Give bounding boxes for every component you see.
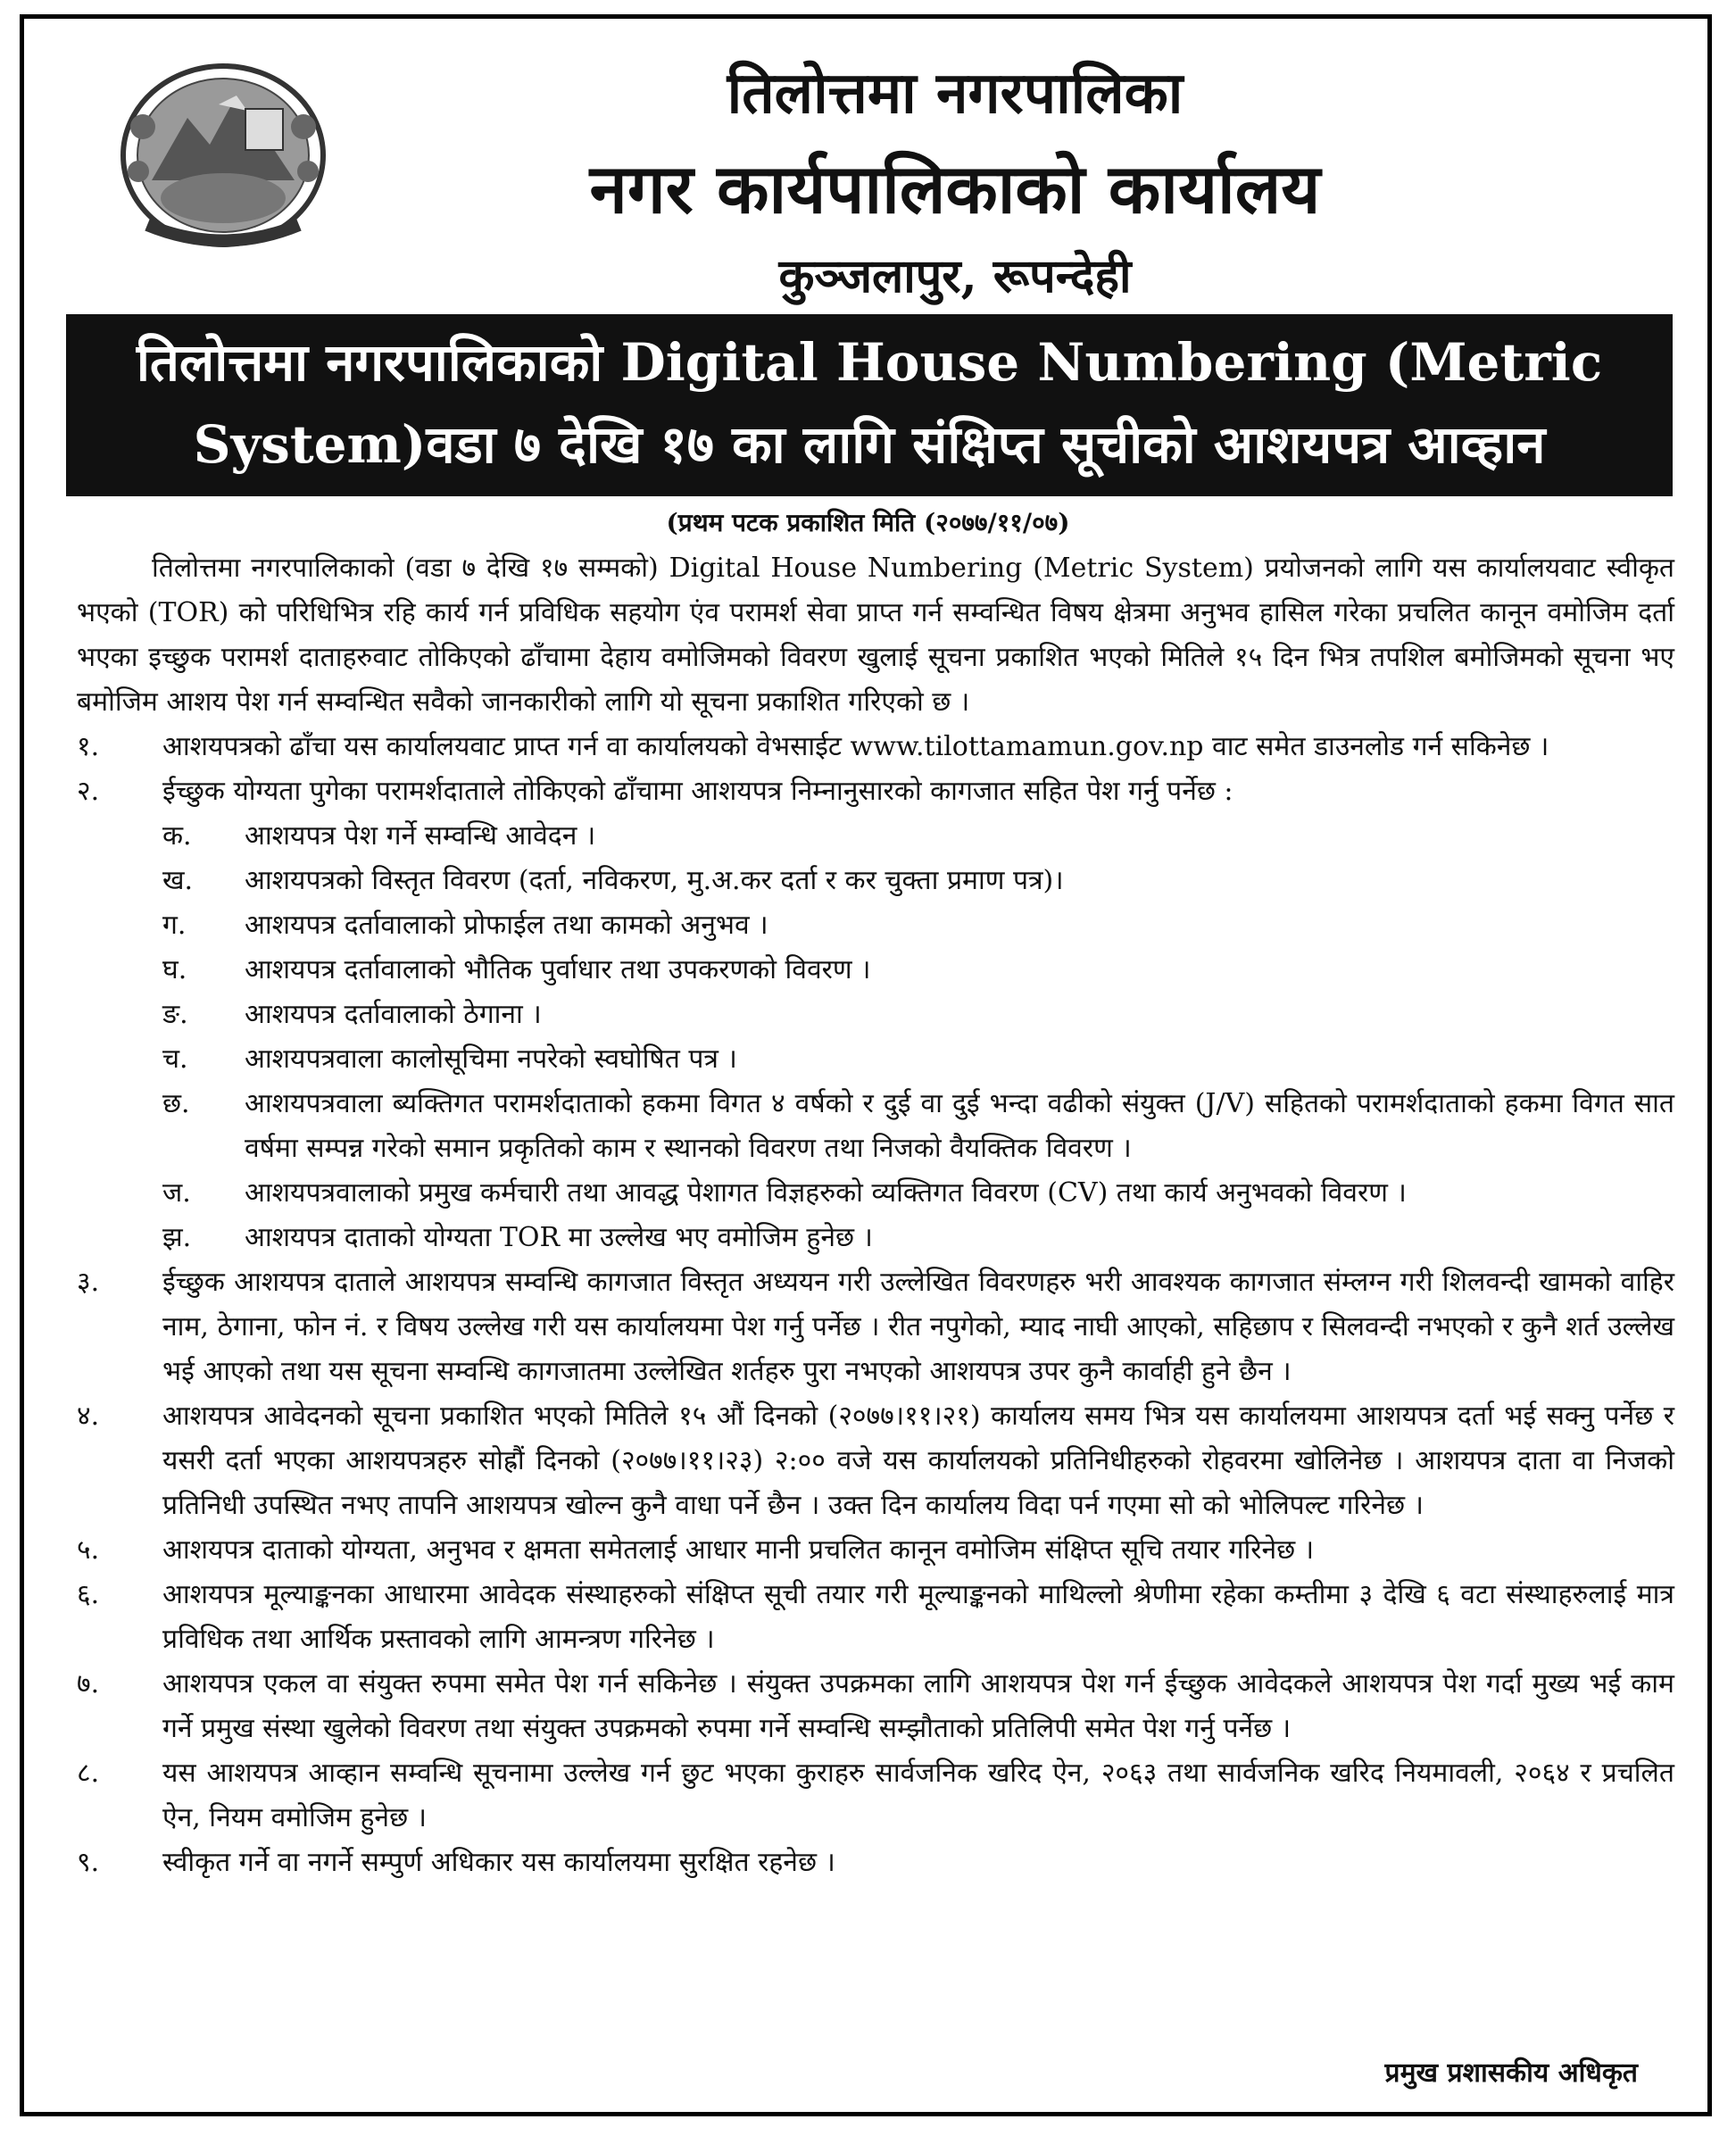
list-item [77, 1662, 1674, 1751]
office-name: नगर कार्यपालिकाको कार्यालय [589, 149, 1321, 229]
sub-list-item [162, 1082, 1674, 1171]
list-item [77, 1260, 1674, 1394]
signatory-title: प्रमुख प्रशासकीय अधिकृत [1384, 2057, 1638, 2089]
intro-paragraph: तिलोत्तमा नगरपालिकाको (वडा ७ देखि १७ सम्मको) Digital House Numbering (Metric System) प्रयोजनको लागि यस कार्यालयवाट स्वीकृत भएको (TOR) को परिधिभित्र रहि कार्य गर्न प्रविधिक सहयोग एंव परामर्श सेवा प्राप्त गर्न सम्वन्धित विषय क्षेत्रमा अनुभव हासिल गरेका प्रचलित कानून वमोजिम दर्ता भएका इच्छुक परामर्श दाताहरुवाट तोकिएको ढाँचामा देहाय वमोजिमको विवरण खुलाई सूचना प्रकाशित भएको मितिले १५ दिन भित्र तपशिल बमोजिमको सूचना भए बमोजिम आशय पेश गर्न सम्वन्धित सवैको जानकारीको लागि यो सूचना प्रकाशित गरिएको छ । [77, 553, 1674, 718]
office-address: कुञ्जलापुर, रूपन्देही [778, 249, 1132, 303]
list-item [77, 1751, 1674, 1841]
list-item [77, 1841, 1674, 1885]
item-text: यस आशयपत्र आव्हान सम्वन्धि सूचनामा उल्लेख गर्न छुट भएका कुराहरु सार्वजनिक खरिद ऐन, २०६३ तथा सार्वजनिक खरिद नियमावली, २०६४ र प्रचलित ऐन, नियम वमोजिम हुनेछ । [162, 1758, 1674, 1833]
sub-list-item [162, 903, 1674, 948]
item-number: ४. [77, 1400, 100, 1432]
sub-item-text: आशयपत्रको विस्तृत विवरण (दर्ता, नविकरण, मु.अ.कर दर्ता र कर चुक्ता प्रमाण पत्र)। [245, 865, 1064, 896]
notice-title-banner [66, 314, 1673, 496]
nepal-emblem-icon [112, 55, 335, 261]
sub-item-text: आशयपत्रवाला कालोसूचिमा नपरेको स्वघोषित पत्र । [245, 1043, 737, 1075]
item-number: ५. [77, 1534, 100, 1566]
sub-item-text: आशयपत्र पेश गर्ने सम्वन्धि आवेदन । [245, 820, 596, 852]
sub-item-letter: क. [162, 820, 192, 852]
sub-item-letter: घ. [162, 954, 187, 985]
item-text: ईच्छुक योग्यता पुगेका परामर्शदाताले तोकिएको ढाँचामा आशयपत्र निम्नानुसारको कागजात सहित पेश गर्नु पर्नेछ : [162, 776, 1233, 807]
sub-list-item [162, 814, 1674, 859]
notice-title-line-2: System)वडा ७ देखि १७ का लागि संक्षिप्त सूचीको आशयपत्र आव्हान [193, 414, 1546, 475]
list-item [77, 1394, 1674, 1528]
sub-item-letter: ज. [162, 1177, 191, 1209]
item-text: आशयपत्र आवेदनको सूचना प्रकाशित भएको मितिले १५ औं दिनको (२०७७।११।२१) कार्यालय समय भित्र यस कार्यालयमा आशयपत्र दर्ता भई सक्नु पर्नेछ र यसरी दर्ता भएका आशयपत्रहरु सोह्रौं दिनको (२०७७।११।२३) २:०० वजे यस कार्यालयको प्रतिनिधीहरुको रोहवरमा खोलिनेछ । आशयपत्र दाता वा निजको प्रतिनिधी उपस्थित नभए तापनि आशयपत्र खोल्न कुनै वाधा पर्ने छैन । उक्त दिन कार्यालय विदा पर्न गएमा सो को भोलिपल्ट गरिनेछ । [162, 1400, 1674, 1521]
item-number: ७. [77, 1668, 100, 1700]
sub-item-letter: च. [162, 1043, 188, 1075]
list-item [77, 1573, 1674, 1662]
sub-list-item [162, 859, 1674, 903]
sub-item-text: आशयपत्रवाला ब्यक्तिगत परामर्शदाताको हकमा विगत ४ वर्षको र दुई वा दुई भन्दा वढीको संयुक्त (J/V) सहितको परामर्शदाताको हकमा विगत सात वर्षमा सम्पन्न गरेको समान प्रकृतिको काम र स्थानको विवरण तथा निजको वैयक्तिक विवरण । [245, 1088, 1674, 1164]
list-item [77, 725, 1674, 769]
sub-item-text: आशयपत्र दर्तावालाको प्रोफाईल तथा कामको अनुभव । [245, 910, 768, 941]
sub-item-letter: ख. [162, 865, 194, 896]
item-number: १. [77, 731, 100, 762]
sub-list-item [162, 1037, 1674, 1082]
item-number: ६. [77, 1579, 100, 1610]
notice-body [77, 546, 1674, 1885]
sub-item-text: आशयपत्रवालाको प्रमुख कर्मचारी तथा आवद्ध पेशागत विज्ञहरुको व्यक्तिगत विवरण (CV) तथा कार्य अनुभवको विवरण । [245, 1177, 1407, 1209]
item-number: ८. [77, 1758, 100, 1789]
sub-item-letter: छ. [162, 1088, 190, 1119]
publish-date: (प्रथम पटक प्रकाशित मिति (२०७७/११/०७) [666, 508, 1070, 537]
sub-item-text: आशयपत्र दर्तावालाको ठेगाना । [245, 999, 542, 1030]
item-number: २. [77, 776, 100, 807]
item-text: ईच्छुक आशयपत्र दाताले आशयपत्र सम्वन्धि कागजात विस्तृत अध्ययन गरी उल्लेखित विवरणहरु भरी आवश्यक कागजात संम्लग्न गरी शिलवन्दी खामको वाहिर नाम, ठेगाना, फोन नं. र विषय उल्लेख गरी यस कार्यालयमा पेश गर्नु पर्नेछ । रीत नपुगेको, म्याद नाघी आएको, सहिछाप र सिलवन्दी नभएको र कुनै शर्त उल्लेख भई आएको तथा यस सूचना सम्वन्धि कागजातमा उल्लेखित शर्तहरु पुरा नभएको आशयपत्र उपर कुनै कार्वाही हुने छैन । [162, 1267, 1674, 1387]
list-item [77, 1528, 1674, 1573]
item-text: आशयपत्र मूल्याङ्कनका आधारमा आवेदक संस्थाहरुको संक्षिप्त सूची तयार गरी मूल्याङ्कनको माथिल्लो श्रेणीमा रहेका कम्तीमा ३ देखि ६ वटा संस्थाहरुलाई मात्र प्रविधिक तथा आर्थिक प्रस्तावको लागि आमन्त्रण गरिनेछ । [162, 1579, 1674, 1655]
item-number: ९. [77, 1847, 100, 1878]
item-text: आशयपत्र एकल वा संयुक्त रुपमा समेत पेश गर्न सकिनेछ । संयुक्त उपक्रमका लागि आशयपत्र पेश गर्न ईच्छुक आवेदकले आशयपत्र पेश गर्दा मुख्य भई काम गर्ने प्रमुख संस्था खुलेको विवरण तथा संयुक्त उपक्रमको रुपमा गर्ने सम्वन्धि सम्झौताको प्रतिलिपी समेत पेश गर्नु पर्नेछ । [162, 1668, 1674, 1744]
sub-item-text: आशयपत्र दाताको योग्यता TOR मा उल्लेख भए वमोजिम हुनेछ । [245, 1222, 873, 1253]
sub-item-text: आशयपत्र दर्तावालाको भौतिक पुर्वाधार तथा उपकरणको विवरण । [245, 954, 871, 985]
sub-list-item [162, 993, 1674, 1037]
municipality-name: तिलोत्तमा नगरपालिका [727, 60, 1184, 127]
item-text: आशयपत्र दाताको योग्यता, अनुभव र क्षमता समेतलाई आधार मानी प्रचलित कानून वमोजिम संक्षिप्त सूचि तयार गरिनेछ । [162, 1534, 1315, 1566]
sub-list-item [162, 1171, 1674, 1216]
item-text: आशयपत्रको ढाँचा यस कार्यालयवाट प्राप्त गर्न वा कार्यालयको वेभसाईट www.tilottamamun.gov.np वाट समेत डाउनलोड गर्न सकिनेछ । [162, 731, 1549, 762]
notice-title-line-1: तिलोत्तमा नगरपालिकाको Digital House Numbering (Metric [136, 332, 1603, 393]
sub-list-item [162, 1216, 1674, 1260]
item-number: ३. [77, 1267, 100, 1298]
item-text: स्वीकृत गर्ने वा नगर्ने सम्पुर्ण अधिकार यस कार्यालयमा सुरक्षित रहनेछ । [162, 1847, 835, 1878]
sub-list-item [162, 948, 1674, 993]
sub-item-letter: ग. [162, 910, 187, 941]
sub-item-letter: ङ. [162, 999, 188, 1030]
list-item [77, 769, 1674, 814]
sub-item-letter: झ. [162, 1222, 192, 1253]
